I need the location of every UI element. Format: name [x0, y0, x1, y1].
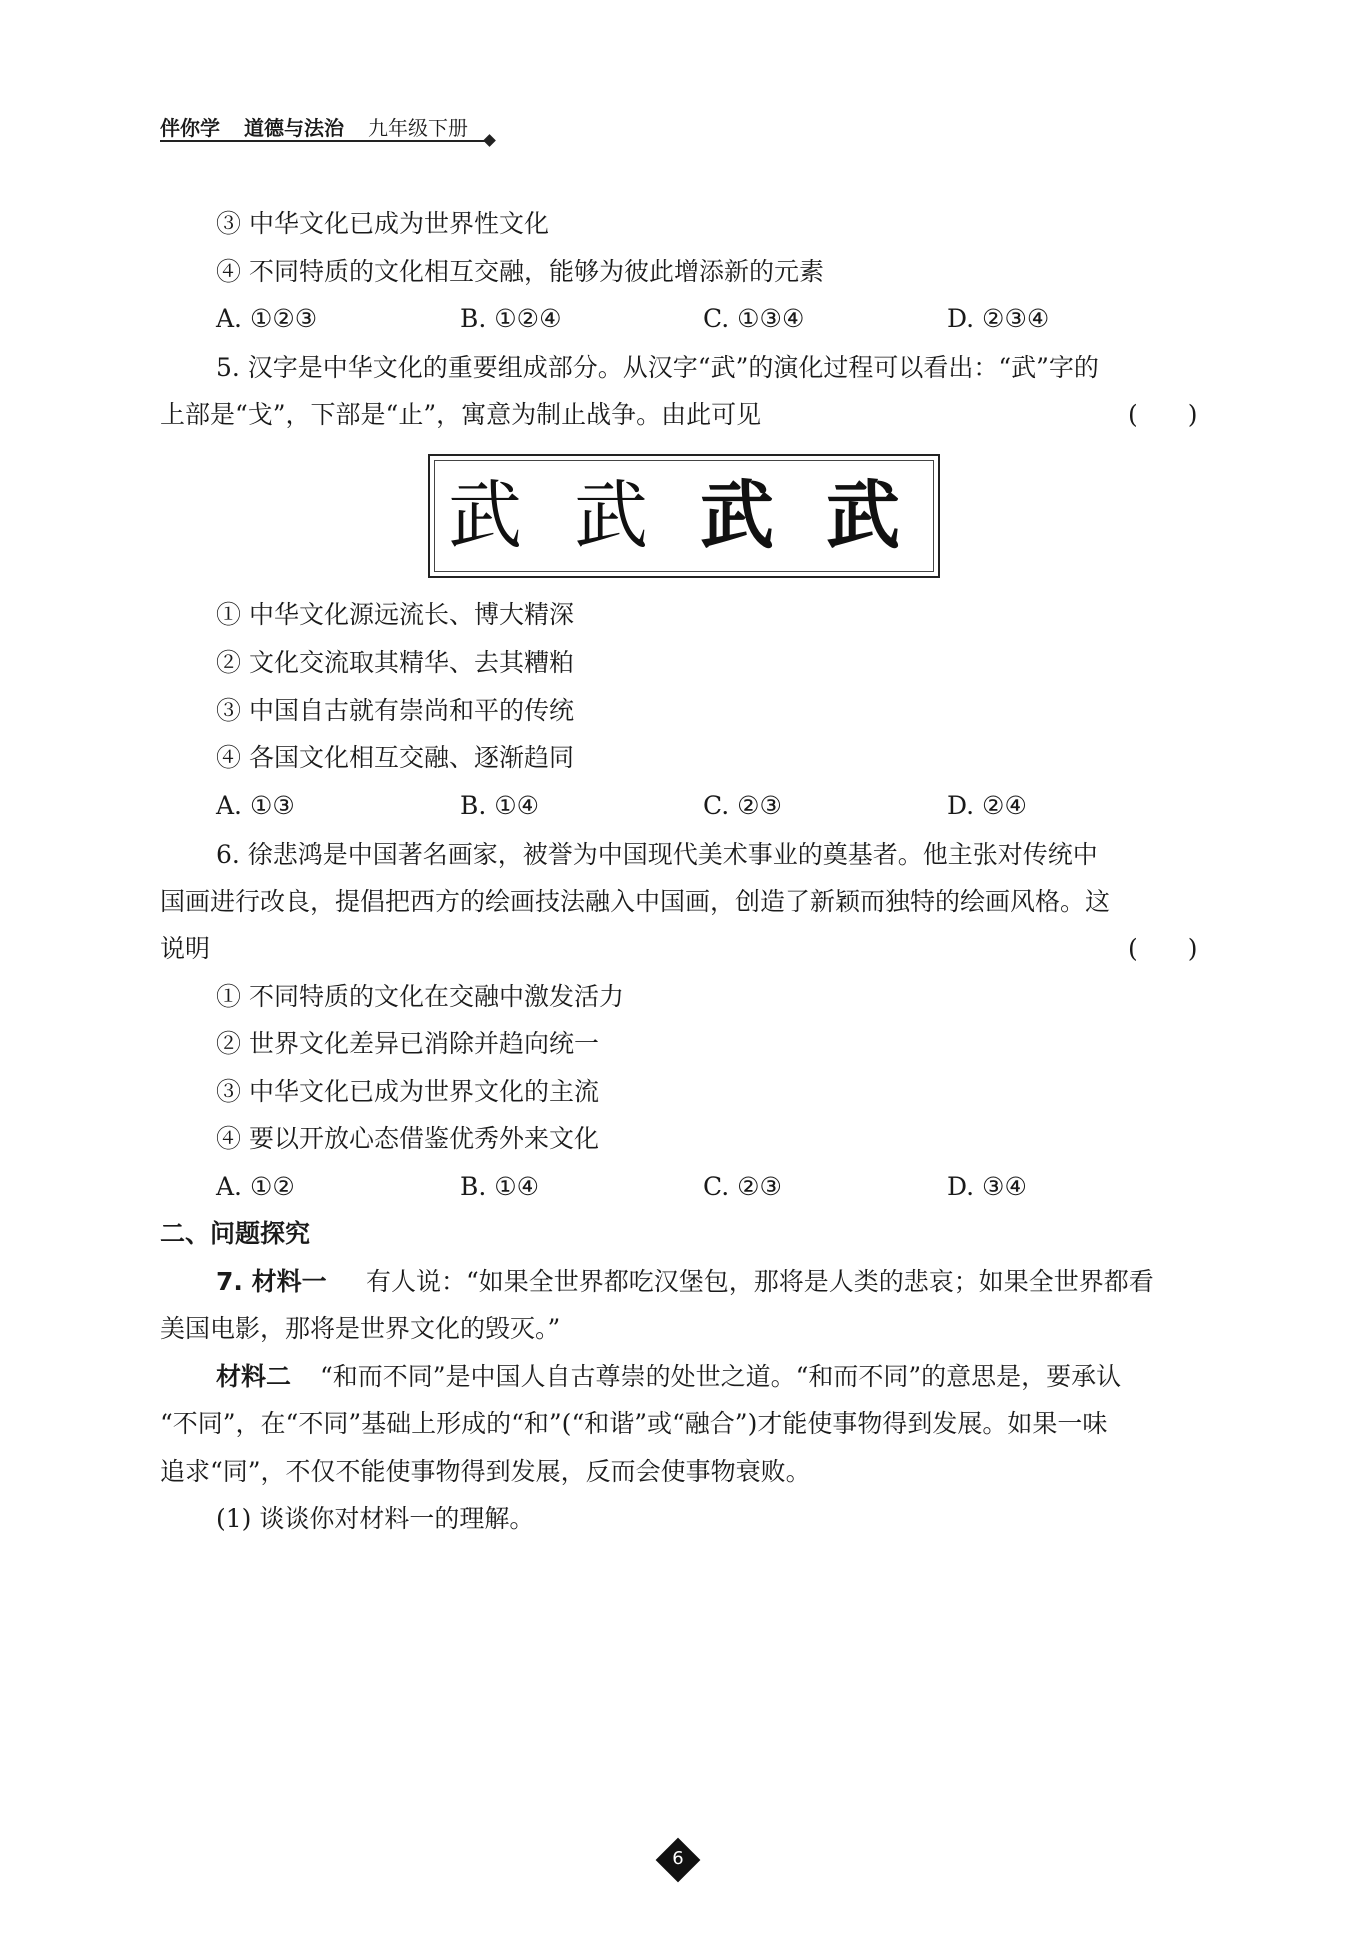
wu-evolution-figure [428, 454, 940, 578]
grade-label: 九年级下册 [368, 116, 468, 140]
section-title: 二、问题探究 [160, 1219, 311, 1248]
q6-item-3: ③ 中华文化已成为世界文化的主流 [216, 1077, 599, 1106]
q4-choice-a: A. ①②③ [216, 304, 318, 333]
series-title: 伴你学 [160, 116, 220, 140]
q7-material-1-line-1: 有人说：“如果全世界都吃汉堡包，那将是人类的悲哀；如果全世界都看 [366, 1267, 1154, 1296]
q5-item-3: ③ 中国自古就有崇尚和平的传统 [216, 696, 574, 725]
q6-answer-bracket: ( ) [1128, 934, 1198, 963]
wu-glyph-regular: 武 [826, 473, 900, 559]
q5-choice-b: B. ①④ [460, 791, 540, 820]
q6-stem-line-3: 说明 [160, 934, 211, 963]
q4-item-4: ④ 不同特质的文化相互交融，能够为彼此增添新的元素 [216, 257, 824, 286]
q5-item-1: ① 中华文化源远流长、博大精深 [216, 600, 574, 629]
q7-material-1-label: 7. 材料一 [216, 1267, 327, 1296]
q7-subquestion-1: (1) 谈谈你对材料一的理解。 [216, 1504, 535, 1533]
q5-stem-line-2: 上部是“戈”，下部是“止”，寓意为制止战争。由此可见 [160, 400, 762, 429]
q6-stem-line-2: 国画进行改良，提倡把西方的绘画技法融入中国画，创造了新颖而独特的绘画风格。这 [160, 887, 1111, 916]
q4-choice-d: D. ②③④ [947, 304, 1050, 333]
q5-stem-line-1: 5. 汉字是中华文化的重要组成部分。从汉字“武”的演化过程可以看出：“武”字的 [216, 353, 1099, 382]
header-rule [160, 140, 485, 142]
running-header [160, 112, 500, 142]
q6-choice-d: D. ③④ [947, 1172, 1027, 1201]
q6-item-2: ② 世界文化差异已消除并趋向统一 [216, 1029, 599, 1058]
q6-choice-a: A. ①② [216, 1172, 295, 1201]
wu-glyph-seal: 武 [574, 473, 648, 559]
q4-choice-c: C. ①③④ [703, 304, 805, 333]
q6-choice-c: C. ②③ [703, 1172, 782, 1201]
q6-item-4: ④ 要以开放心态借鉴优秀外来文化 [216, 1124, 599, 1153]
q6-choice-b: B. ①④ [460, 1172, 540, 1201]
q7-material-1-line-2: 美国电影，那将是世界文化的毁灭。” [160, 1314, 561, 1343]
q4-item-3: ③ 中华文化已成为世界性文化 [216, 209, 549, 238]
page-number-badge [656, 1838, 700, 1882]
q6-stem-line-1: 6. 徐悲鸿是中国著名画家，被誉为中国现代美术事业的奠基者。他主张对传统中 [216, 840, 1098, 869]
wu-glyph-clerical: 武 [700, 473, 774, 559]
q5-choice-d: D. ②④ [947, 791, 1027, 820]
q7-material-2-label: 材料二 [216, 1362, 292, 1391]
wu-glyph-oracle: 武 [448, 473, 522, 559]
q5-choice-c: C. ②③ [703, 791, 782, 820]
q5-item-2: ② 文化交流取其精华、去其糟粕 [216, 648, 574, 677]
q7-material-2-line-1: “和而不同”是中国人自古尊崇的处世之道。“和而不同”的意思是，要承认 [320, 1362, 1122, 1391]
q5-answer-bracket: ( ) [1128, 400, 1198, 429]
q6-item-1: ① 不同特质的文化在交融中激发活力 [216, 982, 624, 1011]
header-diamond-icon [483, 134, 496, 147]
q4-choice-b: B. ①②④ [460, 304, 562, 333]
q5-item-4: ④ 各国文化相互交融、逐渐趋同 [216, 743, 574, 772]
page-number: 6 [672, 1848, 684, 1869]
q7-material-2-line-3: 追求“同”，不仅不能使事物得到发展，反而会使事物衰败。 [160, 1457, 811, 1486]
q7-material-2-line-2: “不同”，在“不同”基础上形成的“和”(“和谐”或“融合”)才能使事物得到发展。如果一味 [160, 1409, 1108, 1438]
q5-choice-a: A. ①③ [216, 791, 295, 820]
subject-title: 道德与法治 [244, 116, 344, 140]
